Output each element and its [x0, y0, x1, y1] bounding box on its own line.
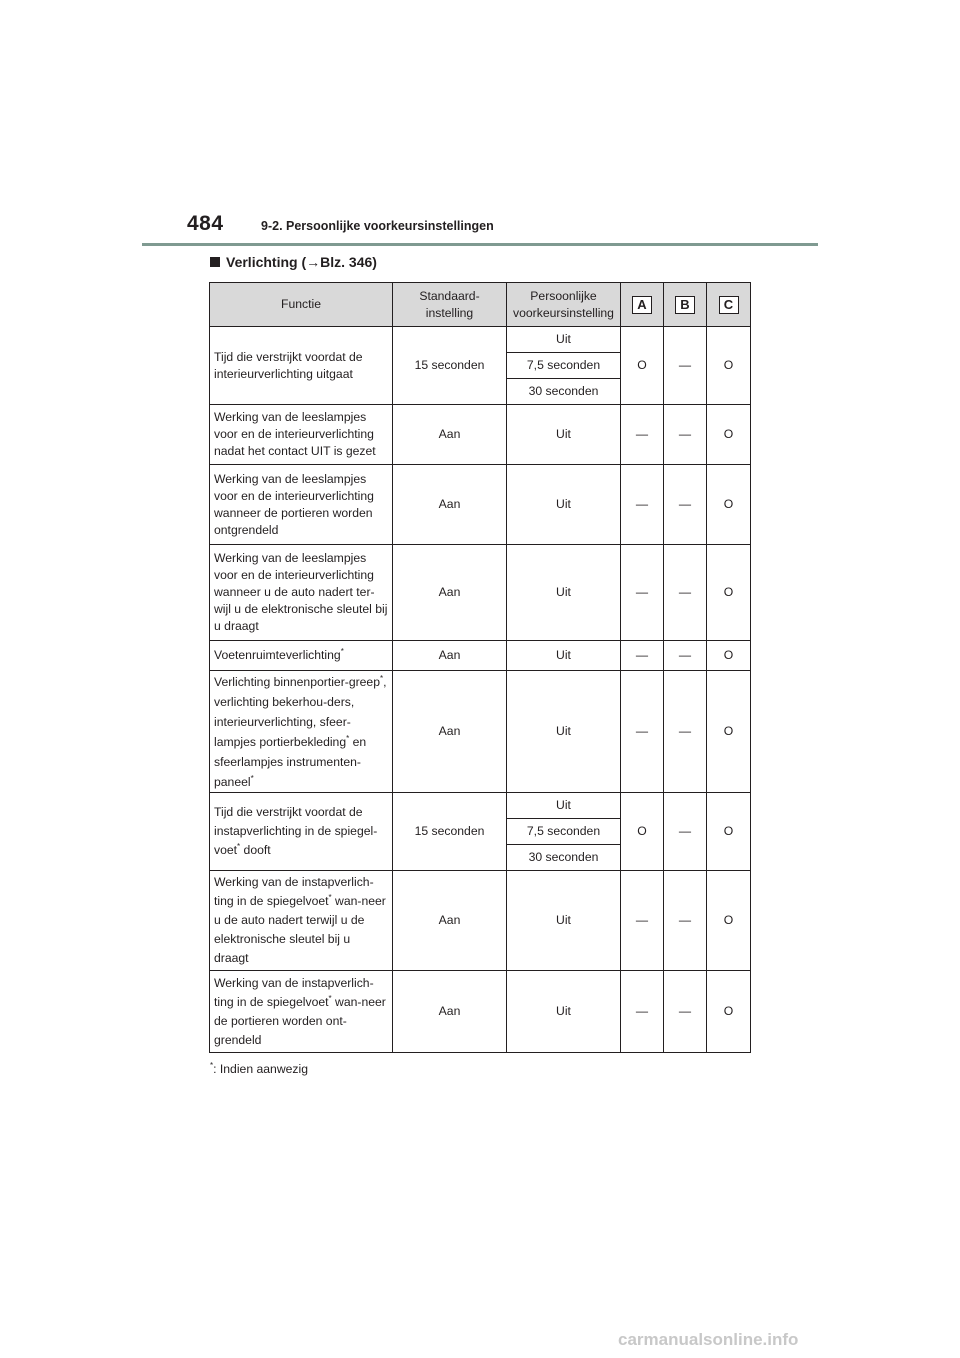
col-b-label: B	[675, 296, 695, 314]
row-default: Aan	[393, 641, 507, 671]
header-col-a	[621, 283, 664, 327]
function-text: Verlichting binnenportier-greep	[214, 674, 380, 689]
row-a: —	[621, 671, 664, 793]
table-row	[210, 871, 751, 971]
row-c: O	[707, 871, 751, 971]
row-a: —	[621, 871, 664, 971]
row-b: —	[664, 405, 707, 465]
header-function: Functie	[210, 283, 393, 327]
col-c-label: C	[719, 296, 739, 314]
table-row	[210, 327, 751, 353]
section-title: 9-2. Persoonlijke voorkeursinstellingen	[261, 219, 494, 233]
row-b: —	[664, 465, 707, 545]
row-default: Aan	[393, 971, 507, 1053]
table-row	[210, 465, 751, 545]
row-a: —	[621, 545, 664, 641]
row-option: Uit	[507, 641, 621, 671]
watermark: carmanualsonline.info	[618, 1330, 799, 1349]
table-row	[210, 405, 751, 465]
col-a-label: A	[632, 296, 652, 314]
row-function	[210, 671, 393, 793]
row-function	[210, 641, 393, 671]
page-number: 484	[187, 212, 224, 235]
row-c: O	[707, 793, 751, 871]
table-row	[210, 545, 751, 641]
row-a: —	[621, 465, 664, 545]
row-default: Aan	[393, 545, 507, 641]
row-default: Aan	[393, 405, 507, 465]
row-option: 30 seconden	[507, 845, 621, 871]
footnote-mark: *	[328, 893, 332, 902]
row-a: —	[621, 971, 664, 1053]
row-default: 15 seconden	[393, 793, 507, 871]
function-text: en sfeerlampjes instrumenten-paneel	[214, 734, 367, 789]
row-a: —	[621, 405, 664, 465]
function-text: Werking van de instapverlich-ting in de spiegelvoet	[214, 875, 374, 908]
header-col-b	[664, 283, 707, 327]
row-option: 7,5 seconden	[507, 353, 621, 379]
header-rule	[142, 243, 818, 246]
row-function	[210, 971, 393, 1053]
row-c: O	[707, 671, 751, 793]
row-c: O	[707, 641, 751, 671]
footnote-mark: *	[210, 1061, 214, 1070]
row-option: Uit	[507, 465, 621, 545]
row-b: —	[664, 641, 707, 671]
row-b: —	[664, 971, 707, 1053]
row-default: 15 seconden	[393, 327, 507, 405]
row-default: Aan	[393, 671, 507, 793]
row-option: Uit	[507, 793, 621, 819]
row-function: Werking van de leeslampjes voor en de interieurverlichting nadat het contact UIT is gezet	[210, 405, 393, 465]
row-a: —	[621, 641, 664, 671]
row-b: —	[664, 671, 707, 793]
row-c: O	[707, 327, 751, 405]
footnote	[210, 1062, 308, 1076]
row-function	[210, 793, 393, 871]
row-function: Werking van de leeslampjes voor en de interieurverlichting wanneer u de auto nadert ter-wijl u de elektronische sleutel bij u draagt	[210, 545, 393, 641]
row-option: Uit	[507, 671, 621, 793]
header-personal: Persoonlijke voorkeursinstelling	[507, 283, 621, 327]
function-text: wan-neer u de auto nadert terwijl u de elektronische sleutel bij u draagt	[214, 894, 386, 965]
settings-table	[209, 282, 751, 1053]
row-default: Aan	[393, 465, 507, 545]
row-b: —	[664, 545, 707, 641]
footnote-mark: *	[328, 993, 332, 1003]
footnote-mark: *	[237, 842, 241, 851]
footnote-mark: *	[250, 773, 254, 783]
row-function: Werking van de leeslampjes voor en de interieurverlichting wanneer de portieren worden ontgrendeld	[210, 465, 393, 545]
row-option: Uit	[507, 405, 621, 465]
function-text: Voetenruimteverlichting	[214, 648, 341, 662]
row-function	[210, 871, 393, 971]
row-option: Uit	[507, 971, 621, 1053]
table-row	[210, 793, 751, 819]
row-default: Aan	[393, 871, 507, 971]
function-text: Werking van de instapverlich-ting in de spiegelvoet	[214, 975, 374, 1009]
row-function: Tijd die verstrijkt voordat de interieurverlichting uitgaat	[210, 327, 393, 405]
row-b: —	[664, 327, 707, 405]
heading	[210, 254, 377, 270]
footnote-mark: *	[380, 673, 384, 683]
row-b: —	[664, 793, 707, 871]
row-a: O	[621, 327, 664, 405]
header-default: Standaard- instelling	[393, 283, 507, 327]
table-row	[210, 641, 751, 671]
function-text: Tijd die verstrijkt voordat de instapverlichting in de spiegel-voet	[214, 805, 378, 857]
table-row	[210, 971, 751, 1053]
footnote-text: : Indien aanwezig	[213, 1062, 308, 1076]
row-option: 7,5 seconden	[507, 819, 621, 845]
row-option: Uit	[507, 545, 621, 641]
footnote-mark: *	[340, 647, 344, 656]
row-b: —	[664, 871, 707, 971]
row-c: O	[707, 405, 751, 465]
row-c: O	[707, 545, 751, 641]
row-option: 30 seconden	[507, 379, 621, 405]
heading-bullet	[210, 257, 220, 267]
row-option: Uit	[507, 327, 621, 353]
footnote-mark: *	[346, 733, 350, 743]
function-text: dooft	[240, 843, 271, 857]
function-text: wan-neer de portieren worden ont-grendeld	[214, 994, 386, 1047]
heading-text: Verlichting (→Blz. 346)	[226, 254, 377, 270]
function-text: , verlichting bekerhou-ders, interieurverlichting, sfeer-lampjes portierbekleding	[214, 674, 387, 749]
table-row	[210, 671, 751, 793]
row-a: O	[621, 793, 664, 871]
row-c: O	[707, 465, 751, 545]
row-option: Uit	[507, 871, 621, 971]
table-header-row	[210, 283, 751, 327]
row-c: O	[707, 971, 751, 1053]
header-col-c	[707, 283, 751, 327]
